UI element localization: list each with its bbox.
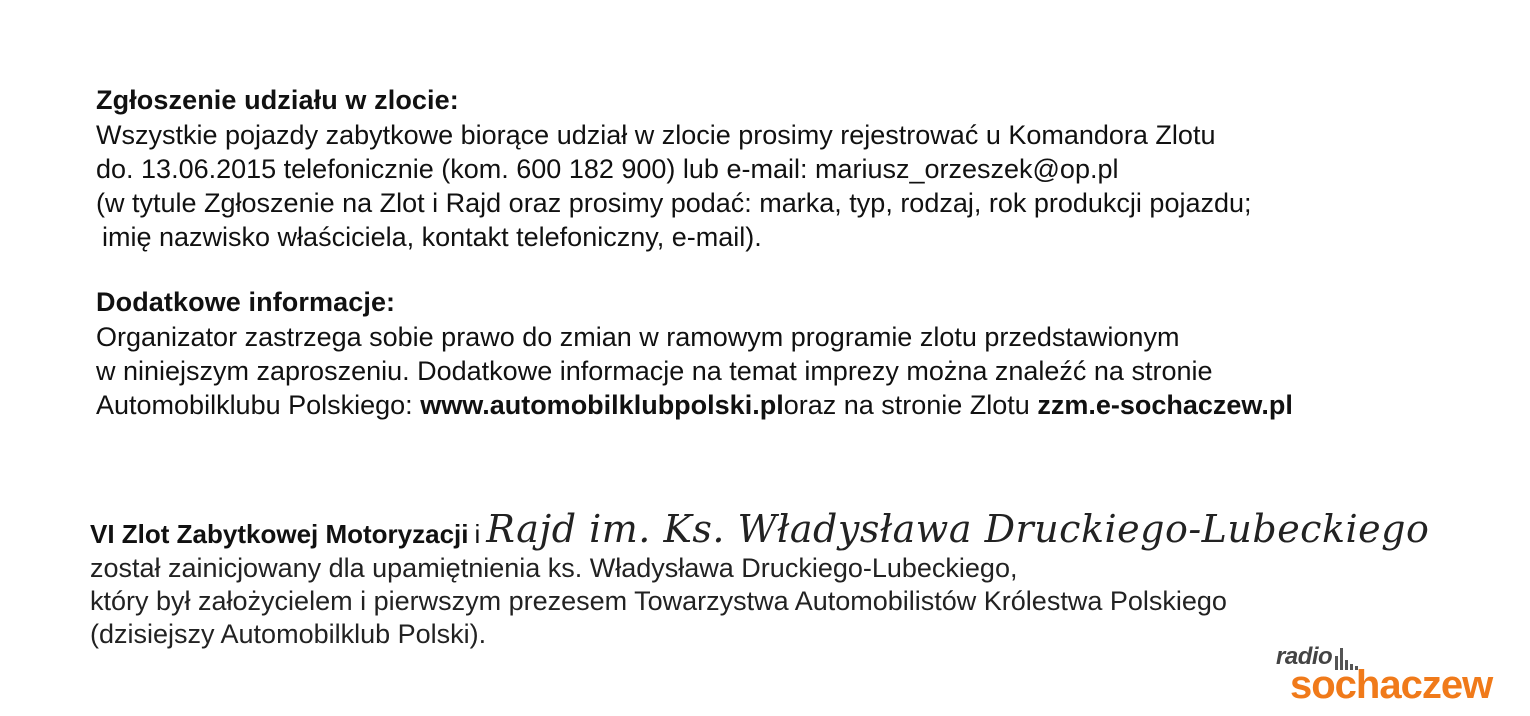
logo-radio-text: radio [1276,643,1333,670]
registration-line: (w tytule Zgłoszenie na Zlot i Rajd oraz prosimy podać: marka, typ, rodzaj, rok produkcji pojazdu; [96,188,1252,218]
rally-title [90,496,1490,552]
additional-line-websites [96,388,1496,422]
history-line: (dzisiejszy Automobilklub Polski). [90,619,487,649]
registration-line: Wszystkie pojazdy zabytkowe biorące udział w zlocie prosimy rejestrować u Komandora Zlotu [96,120,1216,150]
additional-line: Organizator zastrzega sobie prawo do zmian w ramowym programie zlotu przedstawionym [96,322,1180,352]
rally-title-script: Rajd im. Ks. Władysława Druckiego-Lubeckiego [486,507,1430,551]
history-line: który był założycielem i pierwszym prezesem Towarzystwa Automobilistów Królestwa Polskiego [90,586,1227,616]
additional-info-section [96,284,1496,422]
registration-section [96,82,1496,254]
registration-line: imię nazwisko właściciela, kontakt telefoniczny, e-mail). [102,222,762,252]
radio-sochaczew-logo [1276,640,1516,710]
websites-middle: oraz na stronie Zlotu [783,390,1038,420]
websites-prefix: Automobilklubu Polskiego: [96,390,421,420]
history-line: został zainicjowany dla upamiętnienia ks. Władysława Druckiego-Lubeckiego, [90,553,1018,583]
registration-line: do. 13.06.2015 telefonicznie (kom. 600 182 900) lub e-mail: mariusz_orzeszek@op.pl [96,154,1119,184]
rally-website-link[interactable]: zzm.e-sochaczew.pl [1037,390,1293,420]
rally-title-bold: VI Zlot Zabytkowej Motoryzacji [90,519,469,549]
history-section [90,496,1490,651]
registration-heading: Zgłoszenie udziału w zlocie: [96,85,459,115]
rally-title-conjunction: i [474,519,481,549]
logo-sochaczew-text: sochaczew [1290,663,1493,707]
additional-heading: Dodatkowe informacje: [96,287,396,317]
automobilklub-website-link[interactable]: www.automobilklubpolski.pl [420,390,784,420]
additional-line: w niniejszym zaproszeniu. Dodatkowe informacje na temat imprezy można znaleźć na stronie [96,356,1213,386]
